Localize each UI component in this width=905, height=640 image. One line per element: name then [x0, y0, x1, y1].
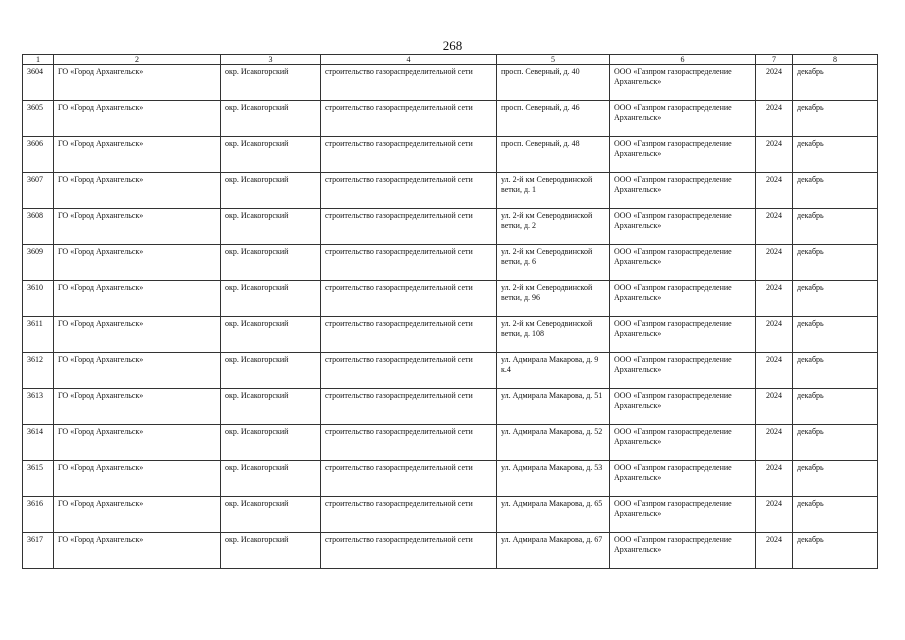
work-type-cell: строительство газораспределительной сети: [321, 137, 497, 173]
year-cell: 2024: [756, 281, 793, 317]
municipality-cell: ГО «Город Архангельск»: [54, 389, 221, 425]
table-row: [23, 533, 878, 569]
district-cell: окр. Исакогорский: [221, 389, 321, 425]
month-cell: декабрь: [793, 497, 878, 533]
organization-cell: ООО «Газпром газораспределение Архангельск»: [610, 533, 756, 569]
year-cell: 2024: [756, 317, 793, 353]
organization-cell: ООО «Газпром газораспределение Архангельск»: [610, 65, 756, 101]
column-number: 2: [54, 55, 221, 65]
table-row: [23, 317, 878, 353]
organization-cell: ООО «Газпром газораспределение Архангельск»: [610, 317, 756, 353]
month-cell: декабрь: [793, 101, 878, 137]
table-row: [23, 209, 878, 245]
year-cell: 2024: [756, 245, 793, 281]
year-cell: 2024: [756, 425, 793, 461]
address-cell: ул. Адмирала Макарова, д. 67: [497, 533, 610, 569]
district-cell: окр. Исакогорский: [221, 281, 321, 317]
row-number: 3614: [23, 425, 54, 461]
address-cell: ул. 2-й км Северодвинской ветки, д. 6: [497, 245, 610, 281]
table-row: [23, 101, 878, 137]
organization-cell: ООО «Газпром газораспределение Архангельск»: [610, 137, 756, 173]
address-cell: просп. Северный, д. 46: [497, 101, 610, 137]
municipality-cell: ГО «Город Архангельск»: [54, 101, 221, 137]
table-row: [23, 137, 878, 173]
address-cell: ул. Адмирала Макарова, д. 65: [497, 497, 610, 533]
work-type-cell: строительство газораспределительной сети: [321, 425, 497, 461]
table-row: [23, 173, 878, 209]
district-cell: окр. Исакогорский: [221, 137, 321, 173]
address-cell: ул. 2-й км Северодвинской ветки, д. 96: [497, 281, 610, 317]
year-cell: 2024: [756, 461, 793, 497]
table-row: [23, 65, 878, 101]
table-row: [23, 389, 878, 425]
month-cell: декабрь: [793, 461, 878, 497]
district-cell: окр. Исакогорский: [221, 245, 321, 281]
month-cell: декабрь: [793, 533, 878, 569]
organization-cell: ООО «Газпром газораспределение Архангельск»: [610, 461, 756, 497]
table-row: [23, 281, 878, 317]
column-number: 7: [756, 55, 793, 65]
column-number: 4: [321, 55, 497, 65]
column-number: 3: [221, 55, 321, 65]
row-number: 3612: [23, 353, 54, 389]
month-cell: декабрь: [793, 425, 878, 461]
row-number: 3610: [23, 281, 54, 317]
month-cell: декабрь: [793, 389, 878, 425]
work-type-cell: строительство газораспределительной сети: [321, 281, 497, 317]
work-type-cell: строительство газораспределительной сети: [321, 353, 497, 389]
year-cell: 2024: [756, 353, 793, 389]
municipality-cell: ГО «Город Архангельск»: [54, 281, 221, 317]
month-cell: декабрь: [793, 353, 878, 389]
work-type-cell: строительство газораспределительной сети: [321, 209, 497, 245]
table-row: [23, 425, 878, 461]
row-number: 3607: [23, 173, 54, 209]
year-cell: 2024: [756, 173, 793, 209]
column-number: 5: [497, 55, 610, 65]
organization-cell: ООО «Газпром газораспределение Архангельск»: [610, 353, 756, 389]
address-cell: ул. Адмирала Макарова, д. 9 к.4: [497, 353, 610, 389]
row-number: 3609: [23, 245, 54, 281]
year-cell: 2024: [756, 497, 793, 533]
municipality-cell: ГО «Город Архангельск»: [54, 533, 221, 569]
row-number: 3611: [23, 317, 54, 353]
district-cell: окр. Исакогорский: [221, 533, 321, 569]
month-cell: декабрь: [793, 317, 878, 353]
row-number: 3606: [23, 137, 54, 173]
address-cell: просп. Северный, д. 40: [497, 65, 610, 101]
address-cell: просп. Северный, д. 48: [497, 137, 610, 173]
year-cell: 2024: [756, 65, 793, 101]
district-cell: окр. Исакогорский: [221, 65, 321, 101]
table-row: [23, 497, 878, 533]
address-cell: ул. Адмирала Макарова, д. 51: [497, 389, 610, 425]
organization-cell: ООО «Газпром газораспределение Архангельск»: [610, 425, 756, 461]
work-type-cell: строительство газораспределительной сети: [321, 497, 497, 533]
year-cell: 2024: [756, 137, 793, 173]
municipality-cell: ГО «Город Архангельск»: [54, 497, 221, 533]
organization-cell: ООО «Газпром газораспределение Архангельск»: [610, 101, 756, 137]
district-cell: окр. Исакогорский: [221, 173, 321, 209]
municipality-cell: ГО «Город Архангельск»: [54, 461, 221, 497]
table-row: [23, 245, 878, 281]
month-cell: декабрь: [793, 281, 878, 317]
address-cell: ул. 2-й км Северодвинской ветки, д. 108: [497, 317, 610, 353]
row-number: 3605: [23, 101, 54, 137]
address-cell: ул. 2-й км Северодвинской ветки, д. 1: [497, 173, 610, 209]
month-cell: декабрь: [793, 245, 878, 281]
year-cell: 2024: [756, 389, 793, 425]
table-body: [23, 55, 878, 569]
organization-cell: ООО «Газпром газораспределение Архангельск»: [610, 389, 756, 425]
work-type-cell: строительство газораспределительной сети: [321, 317, 497, 353]
year-cell: 2024: [756, 209, 793, 245]
organization-cell: ООО «Газпром газораспределение Архангельск»: [610, 173, 756, 209]
page-number: 268: [442, 38, 463, 53]
work-type-cell: строительство газораспределительной сети: [321, 389, 497, 425]
row-number: 3604: [23, 65, 54, 101]
address-cell: ул. 2-й км Северодвинской ветки, д. 2: [497, 209, 610, 245]
district-cell: окр. Исакогорский: [221, 101, 321, 137]
organization-cell: ООО «Газпром газораспределение Архангельск»: [610, 209, 756, 245]
row-number: 3617: [23, 533, 54, 569]
work-type-cell: строительство газораспределительной сети: [321, 461, 497, 497]
municipality-cell: ГО «Город Архангельск»: [54, 65, 221, 101]
address-cell: ул. Адмирала Макарова, д. 52: [497, 425, 610, 461]
column-number-row: [23, 55, 878, 65]
organization-cell: ООО «Газпром газораспределение Архангельск»: [610, 245, 756, 281]
municipality-cell: ГО «Город Архангельск»: [54, 245, 221, 281]
month-cell: декабрь: [793, 65, 878, 101]
column-number: 8: [793, 55, 878, 65]
table-row: [23, 353, 878, 389]
row-number: 3616: [23, 497, 54, 533]
organization-cell: ООО «Газпром газораспределение Архангельск»: [610, 281, 756, 317]
district-cell: окр. Исакогорский: [221, 317, 321, 353]
municipality-cell: ГО «Город Архангельск»: [54, 425, 221, 461]
district-cell: окр. Исакогорский: [221, 353, 321, 389]
work-type-cell: строительство газораспределительной сети: [321, 173, 497, 209]
table-row: [23, 461, 878, 497]
municipality-cell: ГО «Город Архангельск»: [54, 173, 221, 209]
work-type-cell: строительство газораспределительной сети: [321, 533, 497, 569]
work-type-cell: строительство газораспределительной сети: [321, 65, 497, 101]
district-cell: окр. Исакогорский: [221, 461, 321, 497]
row-number: 3613: [23, 389, 54, 425]
month-cell: декабрь: [793, 209, 878, 245]
row-number: 3608: [23, 209, 54, 245]
district-cell: окр. Исакогорский: [221, 425, 321, 461]
work-type-cell: строительство газораспределительной сети: [321, 245, 497, 281]
district-cell: окр. Исакогорский: [221, 497, 321, 533]
municipality-cell: ГО «Город Архангельск»: [54, 209, 221, 245]
district-cell: окр. Исакогорский: [221, 209, 321, 245]
month-cell: декабрь: [793, 137, 878, 173]
municipality-cell: ГО «Город Архангельск»: [54, 353, 221, 389]
work-type-cell: строительство газораспределительной сети: [321, 101, 497, 137]
month-cell: декабрь: [793, 173, 878, 209]
organization-cell: ООО «Газпром газораспределение Архангельск»: [610, 497, 756, 533]
year-cell: 2024: [756, 533, 793, 569]
column-number: 6: [610, 55, 756, 65]
municipality-cell: ГО «Город Архангельск»: [54, 137, 221, 173]
municipality-cell: ГО «Город Архангельск»: [54, 317, 221, 353]
row-number: 3615: [23, 461, 54, 497]
year-cell: 2024: [756, 101, 793, 137]
address-cell: ул. Адмирала Макарова, д. 53: [497, 461, 610, 497]
column-number: 1: [23, 55, 54, 65]
registry-table: [22, 54, 878, 569]
